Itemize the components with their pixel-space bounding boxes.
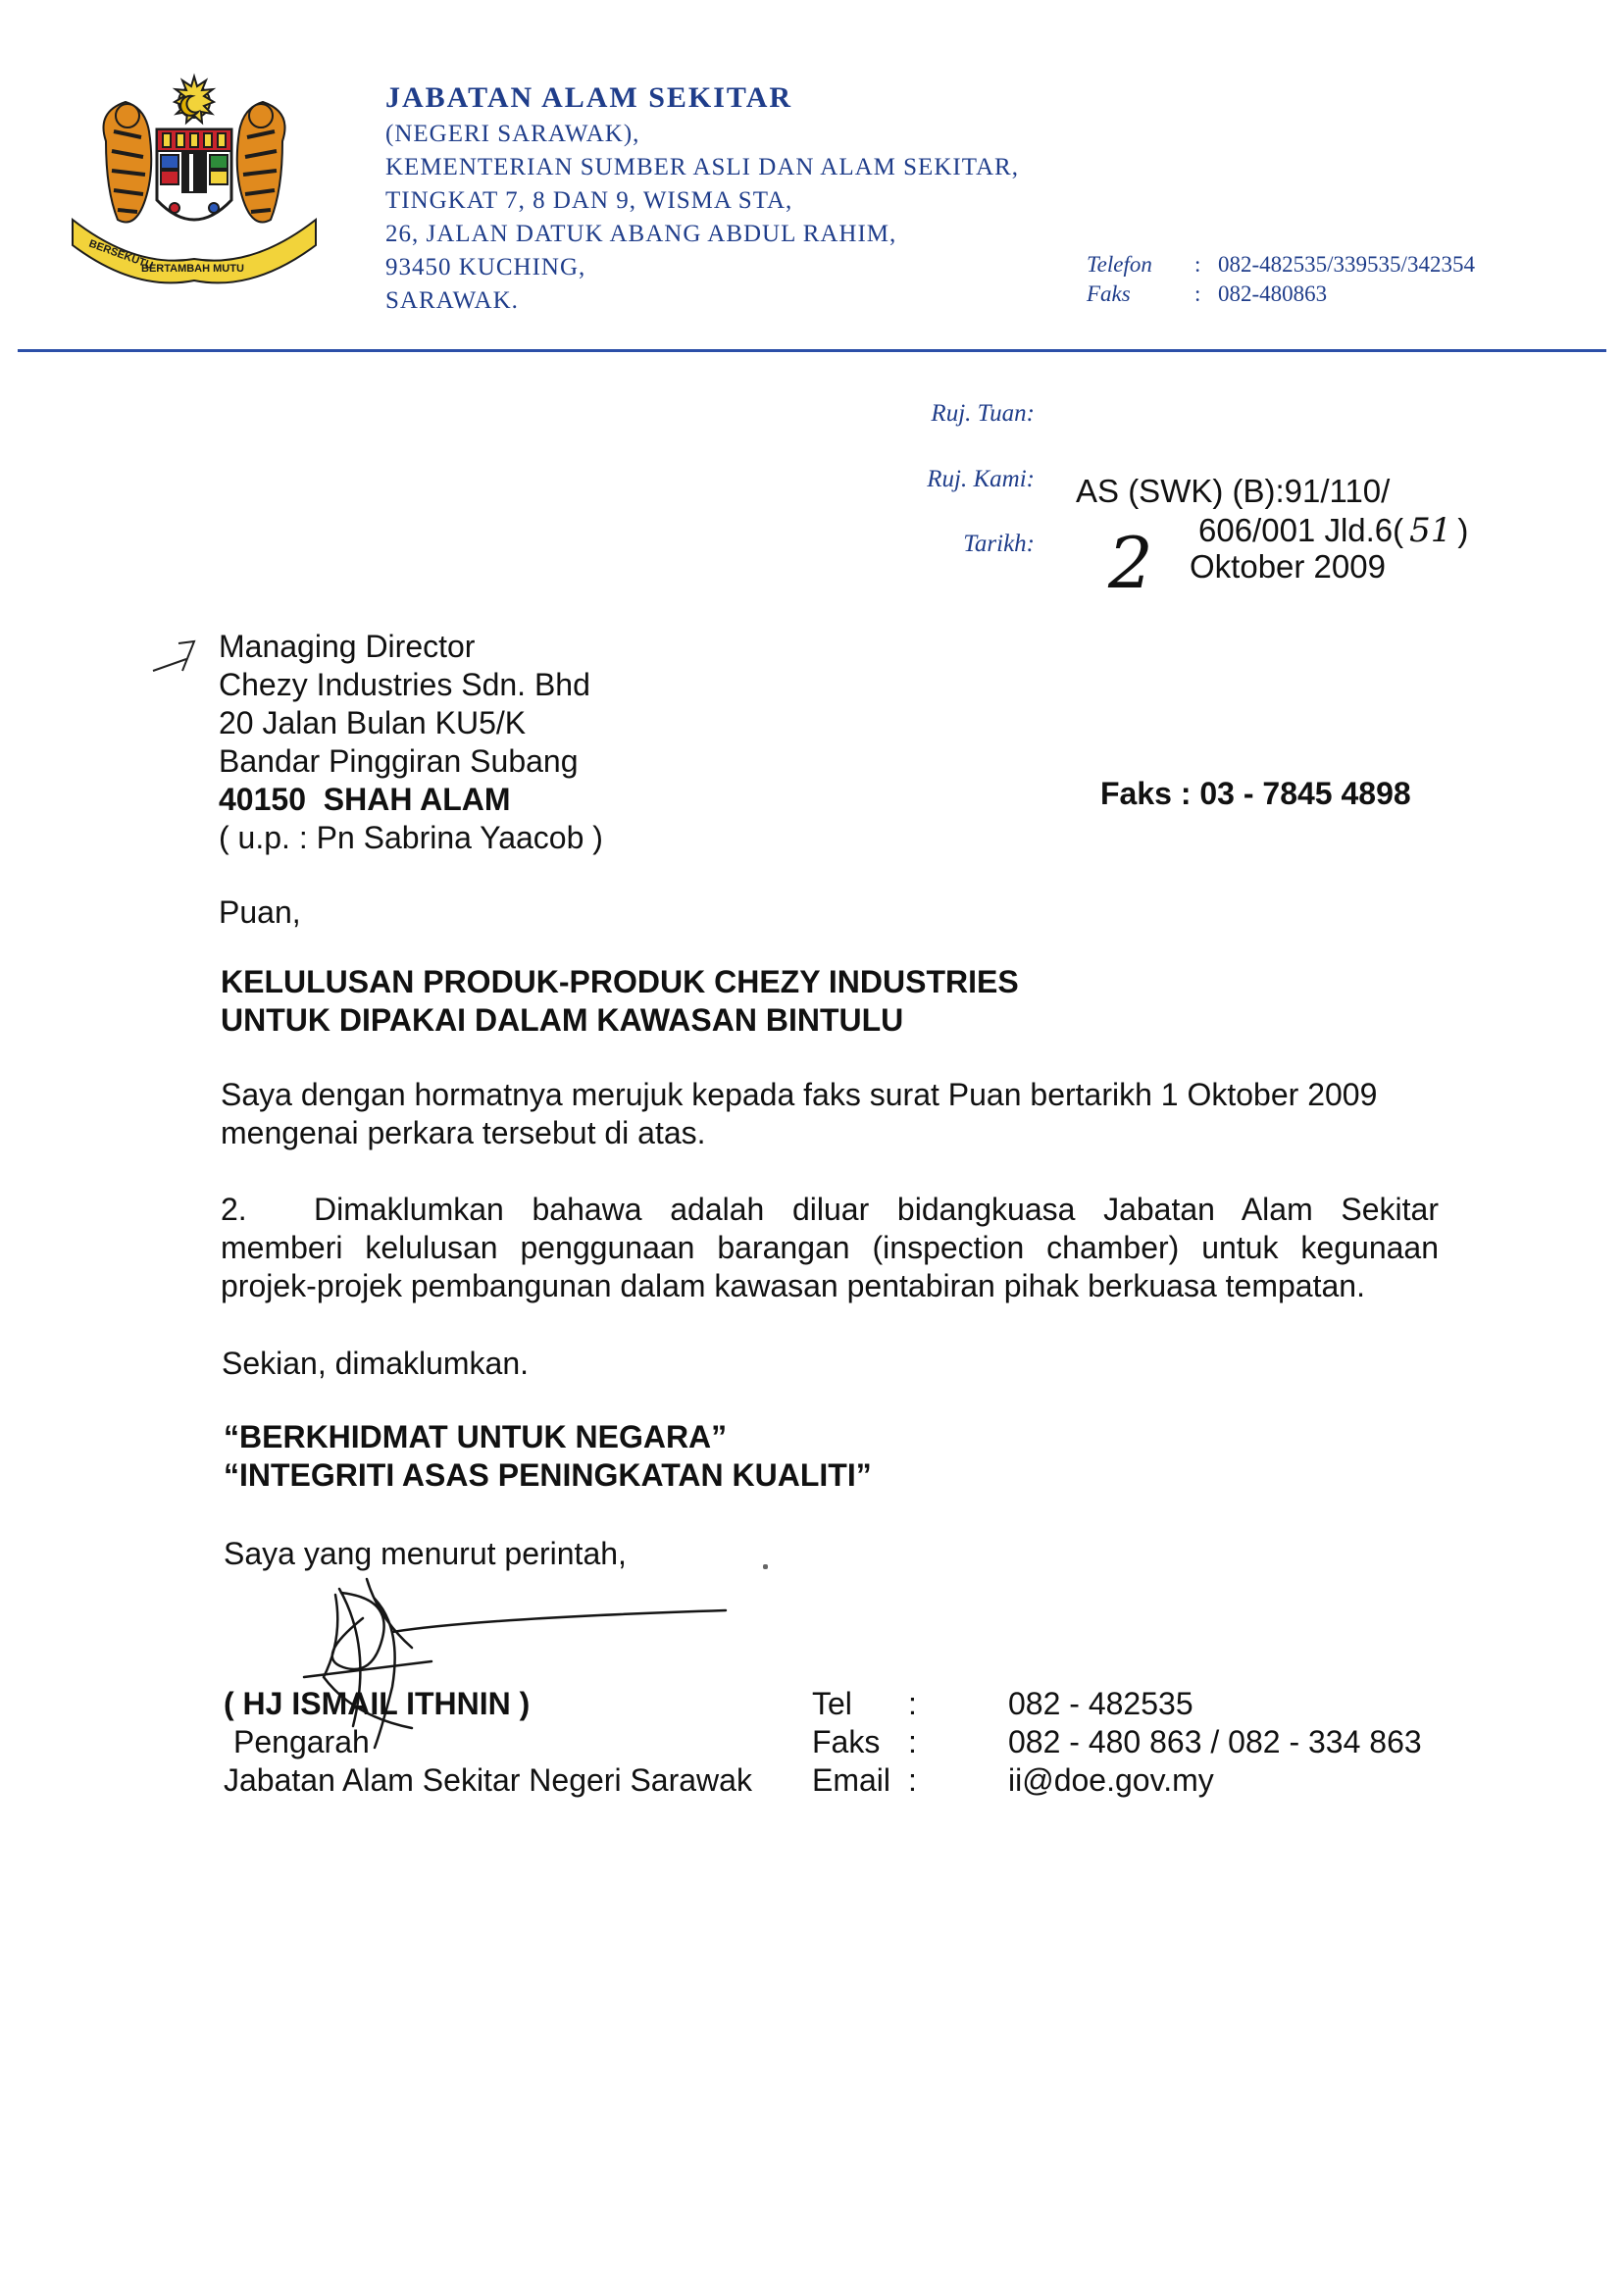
ruj-kami-number: 606/001 Jld.6( [1198,512,1404,548]
agency-faks-row [1087,280,1475,309]
signatory-name: ( HJ ISMAIL ITHNIN ) [224,1686,531,1721]
telefon-value: 082-482535/339535/342354 [1218,252,1475,277]
address-line: KEMENTERIAN SUMBER ASLI DAN ALAM SEKITAR, [385,154,1019,180]
paragraph-2-number: 2. [221,1192,247,1227]
signatory-title: Pengarah [233,1724,370,1759]
crest-banner-right-text: BERTAMBAH MUTU [141,263,244,275]
address-line: SARAWAK. [385,287,519,314]
faks-label: Faks [812,1724,881,1759]
letterhead-divider [18,349,1606,352]
tarikh-label: Tarikh: [963,531,1035,557]
ink-speck [763,1564,768,1569]
handwritten-file-number: 51 [1409,511,1452,550]
ruj-tuan-label: Ruj. Tuan: [931,400,1035,427]
ruj-kami-close: ) [1457,512,1469,548]
colon: : [908,1686,917,1721]
coat-of-arms-crest [67,73,322,288]
salutation: Puan, [219,894,301,930]
paragraph-2-line: Dimaklumkan bahawa adalah diluar bidangkuasa Jabatan Alam Sekitar [314,1192,1439,1227]
recipient-line: 20 Jalan Bulan KU5/K [219,705,527,740]
recipient-line: Managing Director [219,629,476,664]
sign-off: Saya yang menurut perintah, [224,1536,627,1571]
ruj-kami-line1: AS (SWK) (B):91/110/ [1076,473,1391,509]
faks-label: Faks [1087,281,1131,306]
colon: : [1194,281,1201,306]
motto-line: “BERKHIDMAT UNTUK NEGARA” [224,1419,728,1454]
faks-value: 082 - 480 863 / 082 - 334 863 [1008,1724,1422,1759]
paragraph-1-line: mengenai perkara tersebut di atas. [221,1115,706,1150]
recipient-city: 40150 SHAH ALAM [219,782,511,817]
recipient-attention: ( u.p. : Pn Sabrina Yaacob ) [219,820,603,855]
paragraph-2-line: memberi kelulusan penggunaan barangan (inspection chamber) untuk kegunaan [221,1230,1439,1265]
handwritten-date-day: 2 [1108,522,1153,604]
paragraph-2 [221,1191,1439,1305]
recipient-address [219,628,603,857]
motto-block [224,1418,872,1495]
paragraph-2-first-line [221,1191,1439,1229]
tel-value: 082 - 482535 [1008,1686,1193,1721]
telefon-label: Telefon [1087,252,1152,277]
paragraph-2-line: projek-projek pembangunan dalam kawasan pentabiran pihak berkuasa tempatan. [221,1268,1365,1303]
agency-name: JABATAN ALAM SEKITAR [385,81,793,114]
recipient-line: Chezy Industries Sdn. Bhd [219,667,590,702]
closing-line: Sekian, dimaklumkan. [222,1346,530,1381]
ruj-kami-line2 [1198,511,1468,550]
faks-value: 082-480863 [1218,281,1328,306]
date-text: Oktober 2009 [1190,548,1386,585]
subject-line: UNTUK DIPAKAI DALAM KAWASAN BINTULU [221,1002,904,1038]
signatory-contacts [812,1685,1422,1800]
signatory-department: Jabatan Alam Sekitar Negeri Sarawak [224,1762,752,1798]
email-value: ii@doe.gov.my [1008,1762,1214,1798]
ruj-kami-label: Ruj. Kami: [927,466,1035,492]
recipient-fax: Faks : 03 - 7845 4898 [1100,776,1411,811]
signatory-block [224,1685,752,1800]
tel-row [812,1685,1422,1723]
paragraph-1 [221,1076,1442,1152]
faks-row [812,1723,1422,1761]
address-line: TINGKAT 7, 8 DAN 9, WISMA STA, [385,187,793,214]
handwritten-arrow-mark [149,637,200,675]
agency-contact-block [1087,250,1475,309]
colon: : [908,1762,917,1798]
colon: : [908,1724,917,1759]
email-row [812,1761,1422,1800]
subject-line: KELULUSAN PRODUK-PRODUK CHEZY INDUSTRIES [221,964,1019,999]
recipient-line: Bandar Pinggiran Subang [219,743,579,779]
tel-label: Tel [812,1686,852,1721]
agency-telefon-row [1087,250,1475,280]
paragraph-1-line: Saya dengan hormatnya merujuk kepada faks surat Puan bertarikh 1 Oktober 2009 [221,1077,1378,1112]
address-line: 93450 KUCHING, [385,254,586,280]
address-line: 26, JALAN DATUK ABANG ABDUL RAHIM, [385,221,897,247]
email-label: Email [812,1762,891,1798]
colon: : [1194,252,1201,277]
crest-banner-left-text: BERSEKUTU [86,237,155,273]
motto-line: “INTEGRITI ASAS PENINGKATAN KUALITI” [224,1457,872,1493]
agency-address-block [385,78,1019,318]
address-line: (NEGERI SARAWAK), [385,121,640,147]
subject-heading [221,963,1019,1040]
